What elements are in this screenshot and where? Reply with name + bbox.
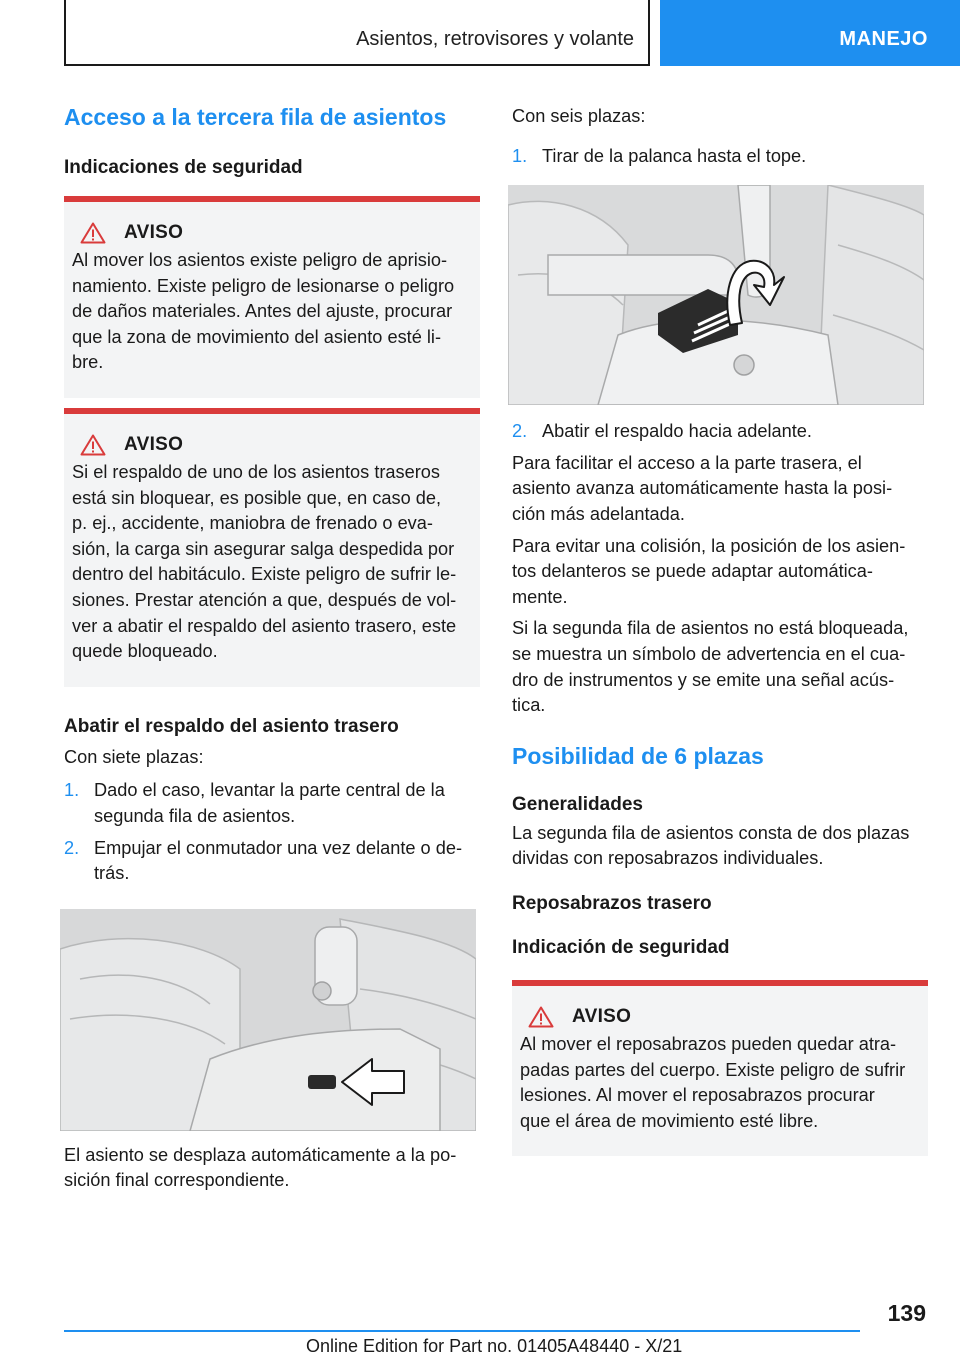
text-line: Dado el caso, levantar la parte central de la: [94, 780, 445, 801]
list-number: 2.: [64, 837, 80, 858]
six-seats-label: Con seis plazas:: [512, 106, 646, 126]
warning-box: [64, 408, 480, 687]
warning-box: [64, 196, 480, 398]
lever-image: [508, 185, 924, 405]
text-line: sión, la carga sin asegurar salga despedida por: [72, 538, 455, 559]
text-line: Si la segunda fila de asientos no está bloqueada,: [512, 618, 909, 639]
section-heading: Posibilidad de 6 plazas: [512, 742, 764, 769]
warning-label: AVISO: [124, 222, 184, 243]
warning-text: [520, 1032, 920, 1134]
page-number: 139: [887, 1300, 926, 1326]
after-image-text: [64, 1143, 480, 1194]
subheading-armrest: Reposabrazos trasero: [512, 892, 712, 914]
list-item: [512, 144, 928, 170]
seven-seats-label: Con siete plazas:: [64, 746, 204, 767]
text-line: Empujar el conmutador una vez delante o de-: [94, 837, 463, 858]
text-line: segunda fila de asientos.: [94, 805, 296, 826]
footer-edition: Online Edition for Part no. 01405A48440 - X/21: [306, 1336, 683, 1356]
text-line: siones. Prestar atención a que, después de vol-: [72, 589, 457, 610]
warning-label: AVISO: [124, 433, 184, 455]
section-heading: Acceso a la tercera fila de asientos: [64, 104, 447, 130]
text-line: tica.: [512, 695, 546, 716]
list-text: [94, 778, 480, 829]
warning-header: [528, 1006, 920, 1028]
text-line: padas partes del cuerpo. Existe peligro de sufrir: [520, 1059, 906, 1080]
text-line: Al mover los asientos existe peligro de aprisio-: [72, 250, 448, 270]
text-line: El asiento se desplaza automáticamente a la po-: [64, 1144, 457, 1165]
text-line: dentro del habitáculo. Existe peligro de sufrir le-: [72, 564, 457, 585]
text-line: Al mover el reposabrazos pueden quedar atra-: [520, 1033, 897, 1054]
list-number: 1.: [64, 780, 80, 801]
footer-divider: [64, 1330, 860, 1332]
seat-switch-illustration: [60, 909, 476, 1131]
text-line: trás.: [94, 863, 130, 884]
text-line: tos delanteros se puede adaptar automática-: [512, 561, 873, 582]
text-line: ver a abatir el respaldo del asiento trasero, este: [72, 615, 457, 636]
list-number: 1.: [512, 145, 528, 166]
left-column: [64, 100, 480, 1194]
text-line: Para evitar una colisión, la posición de los asien-: [512, 535, 906, 556]
text-line: ción más adelantada.: [512, 503, 685, 524]
subheading-fold: Abatir el respaldo del asiento trasero: [64, 715, 399, 737]
warning-box: [512, 980, 928, 1156]
text-line: dividas con reposabrazos individuales.: [512, 848, 824, 869]
right-column: [512, 104, 928, 1156]
list-text: Abatir el respaldo hacia adelante.: [542, 421, 812, 442]
text-line: mente.: [512, 586, 568, 607]
text-line: asiento avanza automáticamente hasta la posi-: [512, 478, 893, 499]
text-line: dro de instrumentos y se emite una señal acús-: [512, 669, 895, 690]
steps-list: [64, 778, 480, 886]
list-text: Tirar de la palanca hasta el tope.: [542, 145, 807, 166]
text-line: lesiones. Al mover el reposabrazos procurar: [520, 1085, 875, 1106]
paragraph: [512, 616, 928, 718]
subheading-safety: Indicaciones de seguridad: [64, 157, 303, 178]
warning-label: AVISO: [572, 1005, 632, 1027]
text-line: que la zona de movimiento del asiento esté li-: [72, 326, 442, 347]
lever-illustration: [508, 185, 924, 405]
text-line: Si el respaldo de uno de los asientos traseros: [72, 461, 441, 482]
list-item: [64, 836, 480, 887]
warning-triangle-icon: [80, 222, 106, 244]
text-line: se muestra un símbolo de advertencia en el cua-: [512, 643, 906, 664]
paragraph: [512, 451, 928, 528]
warning-header: [80, 222, 472, 244]
text-line: está sin bloquear, es posible que, en caso de,: [72, 487, 442, 508]
text-line: Para facilitar el acceso a la parte trasera, el: [512, 452, 862, 473]
paragraph: [512, 534, 928, 611]
seat-switch-image: [60, 909, 476, 1131]
subheading-general: Generalidades: [512, 793, 643, 815]
section-tab: [64, 0, 650, 66]
text-line: de daños materiales. Antes del ajuste, procurar: [72, 301, 453, 322]
list-text: [94, 836, 480, 887]
subheading-safety: Indicación de seguridad: [512, 936, 730, 958]
text-line: bre.: [72, 352, 104, 373]
chapter-tab: [660, 0, 960, 66]
page-header: [0, 0, 960, 66]
text-line: namiento. Existe peligro de lesionarse o peligro: [72, 275, 455, 296]
warning-triangle-icon: [80, 434, 106, 456]
section-title: Asientos, retrovisores y volante: [356, 28, 634, 50]
paragraph: [512, 821, 928, 872]
warning-text: [72, 460, 472, 665]
text-line: p. ej., accidente, maniobra de frenado o eva-: [72, 513, 433, 534]
chapter-title: MANEJO: [839, 28, 928, 50]
list-item: [64, 778, 480, 829]
list-item: [512, 419, 928, 445]
text-line: que el área de movimiento esté libre.: [520, 1110, 819, 1131]
text-line: La segunda fila de asientos consta de dos plazas: [512, 822, 910, 843]
warning-header: [80, 434, 472, 456]
warning-triangle-icon: [528, 1006, 554, 1028]
warning-text: [72, 248, 472, 376]
text-line: quede bloqueado.: [72, 641, 218, 662]
text-line: sición final correspondiente.: [64, 1170, 290, 1191]
list-number: 2.: [512, 421, 528, 442]
